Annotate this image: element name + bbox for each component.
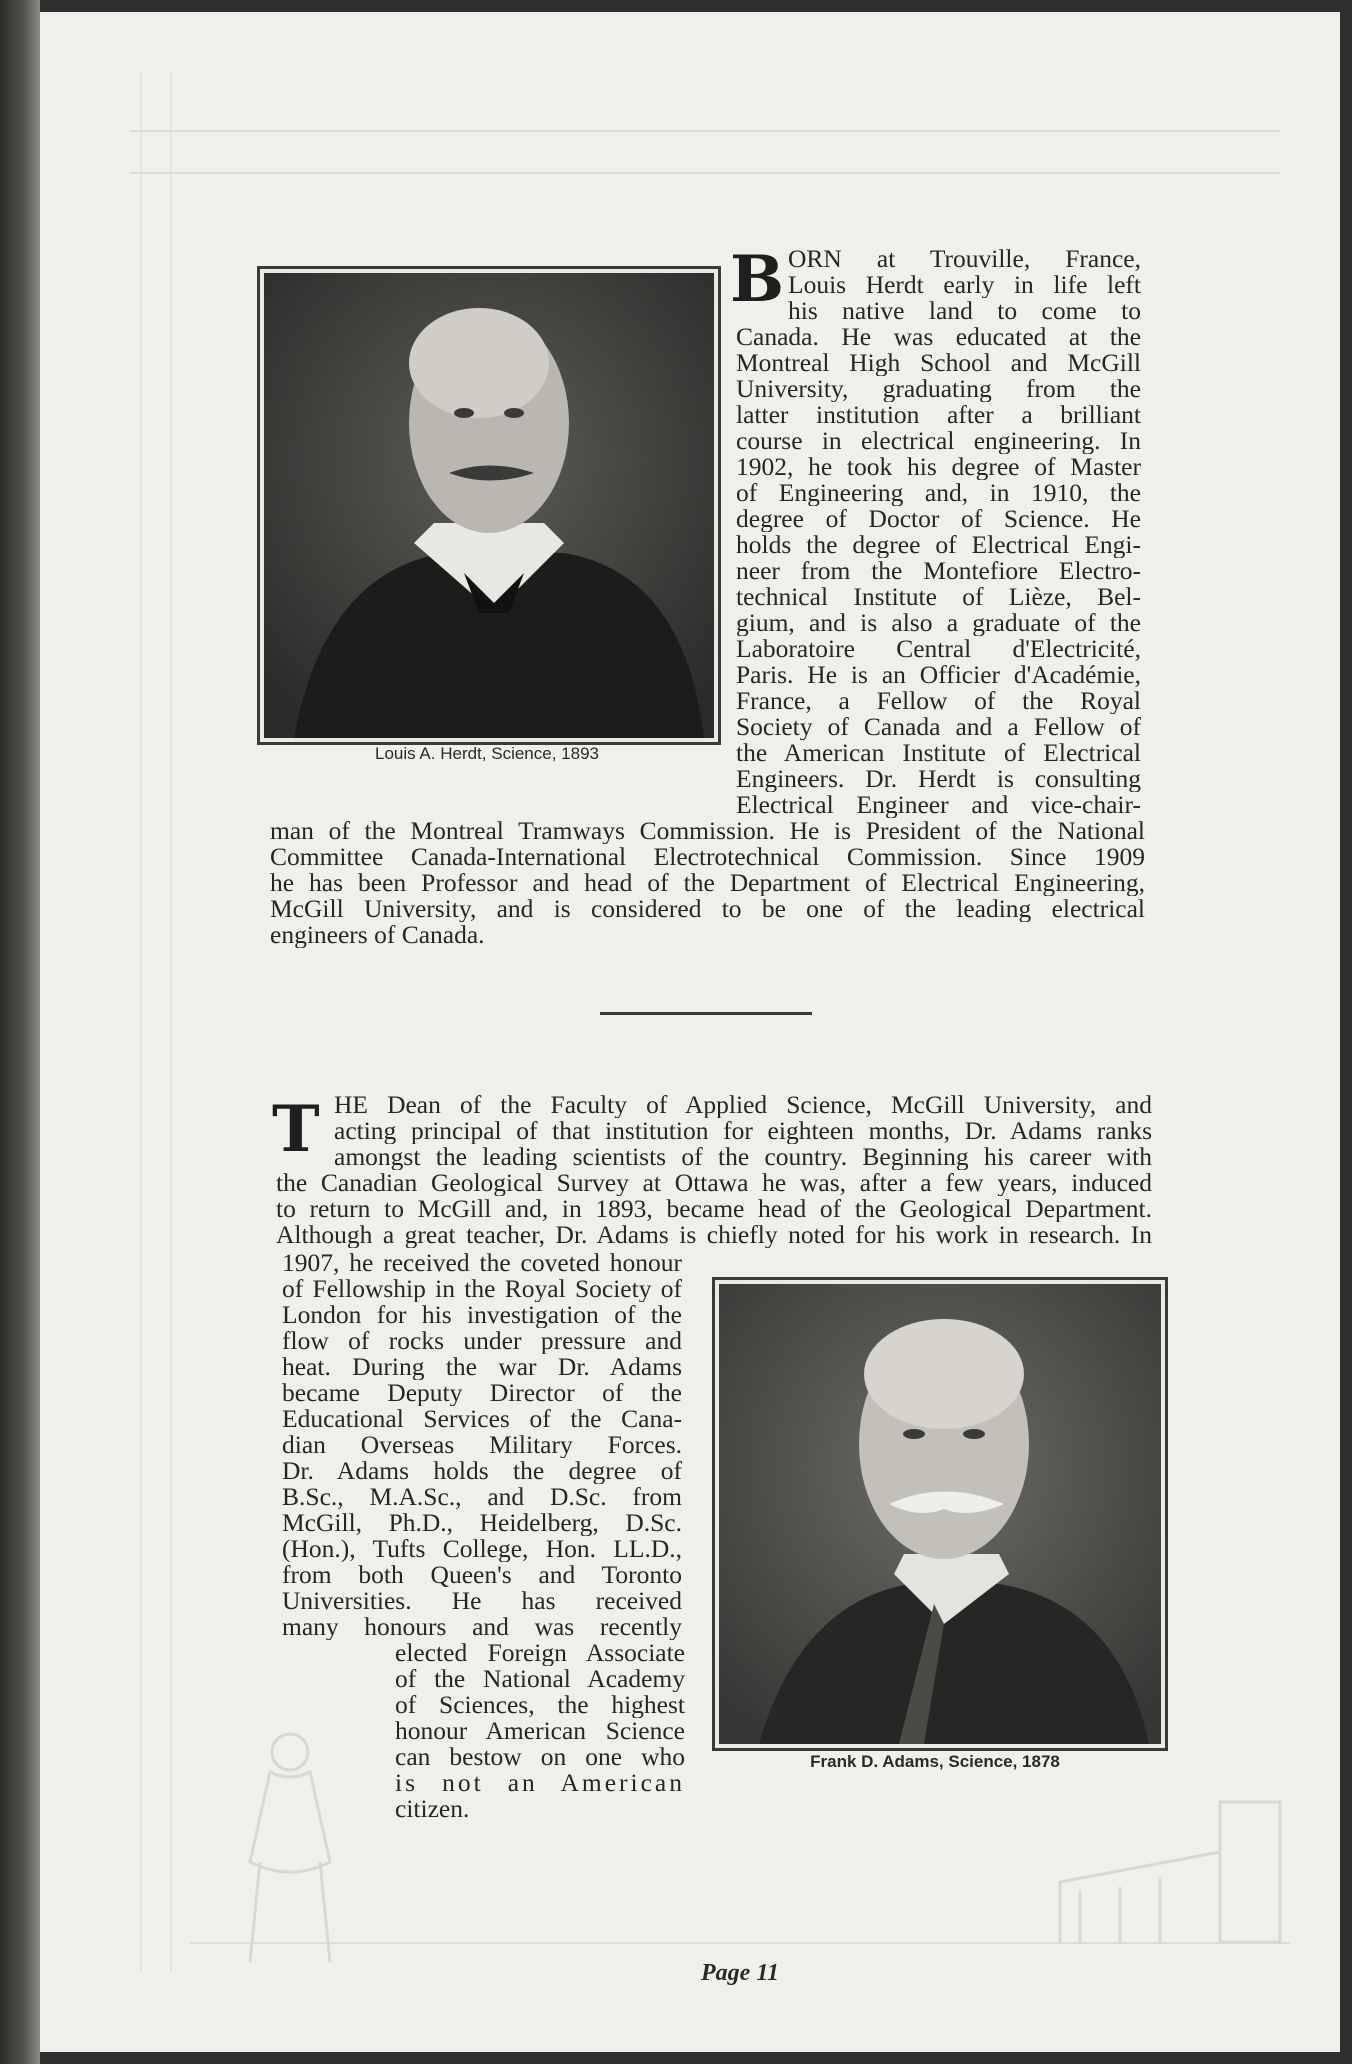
- article1-full-line: man of the Montreal Tramways Commission. He is President of the National: [270, 818, 1145, 844]
- dropcap-t: T: [272, 1092, 320, 1167]
- article2-side-line: London for his investigation of the: [282, 1302, 682, 1328]
- decor-rule-top: [130, 130, 1280, 132]
- article1-full-width: [270, 818, 1145, 948]
- article2-top-line: to return to McGill and, in 1893, became head of the Geological Department.: [276, 1196, 1152, 1222]
- article2-narrow: [395, 1640, 685, 1822]
- article2-side: [282, 1250, 682, 1640]
- article2-top-line: amongst the leading scientists of the country. Beginning his career with: [334, 1144, 1152, 1170]
- article2-side-line: (Hon.), Tufts College, Hon. LL.D.,: [282, 1536, 682, 1562]
- article1-full-line: Committee Canada-International Electrotechnical Commission. Since 1909: [270, 844, 1145, 870]
- article2-side-line: Universities. He has received: [282, 1588, 682, 1614]
- article1-full-line: engineers of Canada.: [270, 922, 485, 948]
- article2-top-line: Although a great teacher, Dr. Adams is chiefly noted for his work in research. In: [276, 1222, 1152, 1248]
- article1-line: of Engineering and, in 1910, the: [736, 480, 1141, 506]
- article2-narrow-line: elected Foreign Associate: [395, 1640, 685, 1666]
- portrait-adams: [719, 1284, 1161, 1744]
- article1-line: Louis Herdt early in life left: [788, 272, 1141, 298]
- article1-full-line: McGill University, and is considered to be one of the leading electrical: [270, 896, 1145, 922]
- article1-line: University, graduating from the: [736, 376, 1141, 402]
- portrait-herdt: [264, 273, 714, 738]
- article2-narrow-line: citizen.: [395, 1796, 470, 1822]
- article2-top-line: acting principal of that institution for eighteen months, Dr. Adams ranks: [334, 1118, 1152, 1144]
- decor-pillar-left-inner: [170, 72, 172, 1972]
- article2-narrow-line: can bestow on one who: [395, 1744, 685, 1770]
- book-spine-shadow: [0, 0, 40, 2064]
- article2-side-line: Educational Services of the Cana-: [282, 1406, 682, 1432]
- article1-line: Laboratoire Central d'Electricité,: [736, 636, 1141, 662]
- section-separator: [600, 1012, 812, 1015]
- portrait-adams-frame: [712, 1277, 1168, 1751]
- caption-adams: Frank D. Adams, Science, 1878: [810, 1752, 1060, 1771]
- article2-top-line: HE Dean of the Faculty of Applied Science, McGill University, and: [334, 1092, 1152, 1118]
- dropcap-b: B: [730, 242, 785, 317]
- decor-figure-engraving: [210, 1712, 410, 1972]
- article1-full-line: he has been Professor and head of the Department of Electrical Engineering,: [270, 870, 1145, 896]
- decor-building-engraving: [1040, 1792, 1300, 1952]
- article1-line: neer from the Montefiore Electro-: [736, 558, 1141, 584]
- article1-line: Society of Canada and a Fellow of: [736, 714, 1141, 740]
- article1-line: France, a Fellow of the Royal: [736, 688, 1141, 714]
- article2-side-line: heat. During the war Dr. Adams: [282, 1354, 682, 1380]
- article1-line: his native land to come to: [788, 298, 1141, 324]
- article1-line: holds the degree of Electrical Engi-: [736, 532, 1141, 558]
- page-number: Page 11: [701, 1960, 779, 1986]
- article1-line: Montreal High School and McGill: [736, 350, 1141, 376]
- article2-side-line: Dr. Adams holds the degree of: [282, 1458, 682, 1484]
- article1-line: 1902, he took his degree of Master: [736, 454, 1141, 480]
- article2-side-line: from both Queen's and Toronto: [282, 1562, 682, 1588]
- article2-narrow-line: is not an American: [395, 1770, 685, 1796]
- article2-narrow-line: honour American Science: [395, 1718, 685, 1744]
- article2-narrow-line: of Sciences, the highest: [395, 1692, 685, 1718]
- article1-line: Electrical Engineer and vice-chair-: [736, 792, 1141, 818]
- article1-line: degree of Doctor of Science. He: [736, 506, 1141, 532]
- article2-side-line: dian Overseas Military Forces.: [282, 1432, 682, 1458]
- article1-line: gium, and is also a graduate of the: [736, 610, 1141, 636]
- article2-side-line: B.Sc., M.A.Sc., and D.Sc. from: [282, 1484, 682, 1510]
- article1-line: latter institution after a brilliant: [736, 402, 1141, 428]
- article1-line: Engineers. Dr. Herdt is consulting: [736, 766, 1141, 792]
- article2-top-line: the Canadian Geological Survey at Ottawa he was, after a few years, induced: [276, 1170, 1152, 1196]
- decor-rule-second: [130, 172, 1280, 174]
- article1-line: the American Institute of Electrical: [736, 740, 1141, 766]
- article1-line: ORN at Trouville, France,: [788, 246, 1141, 272]
- article2-narrow-line: of the National Academy: [395, 1666, 685, 1692]
- article2-side-line: many honours and was recently: [282, 1614, 682, 1640]
- article1-line: Canada. He was educated at the: [736, 324, 1141, 350]
- article1-line: Paris. He is an Officier d'Académie,: [736, 662, 1141, 688]
- decor-pillar-left: [140, 72, 142, 1972]
- article2-side-line: 1907, he received the coveted honour: [282, 1250, 682, 1276]
- article2-side-line: of Fellowship in the Royal Society of: [282, 1276, 682, 1302]
- article1-line: course in electrical engineering. In: [736, 428, 1141, 454]
- article1-line: technical Institute of Lièze, Bel-: [736, 584, 1141, 610]
- article2-side-line: became Deputy Director of the: [282, 1380, 682, 1406]
- article2-top: [276, 1092, 1152, 1248]
- article1-body: [736, 246, 1141, 818]
- caption-herdt: Louis A. Herdt, Science, 1893: [375, 744, 599, 763]
- article2-side-line: flow of rocks under pressure and: [282, 1328, 682, 1354]
- article2-side-line: McGill, Ph.D., Heidelberg, D.Sc.: [282, 1510, 682, 1536]
- portrait-herdt-frame: [257, 266, 721, 745]
